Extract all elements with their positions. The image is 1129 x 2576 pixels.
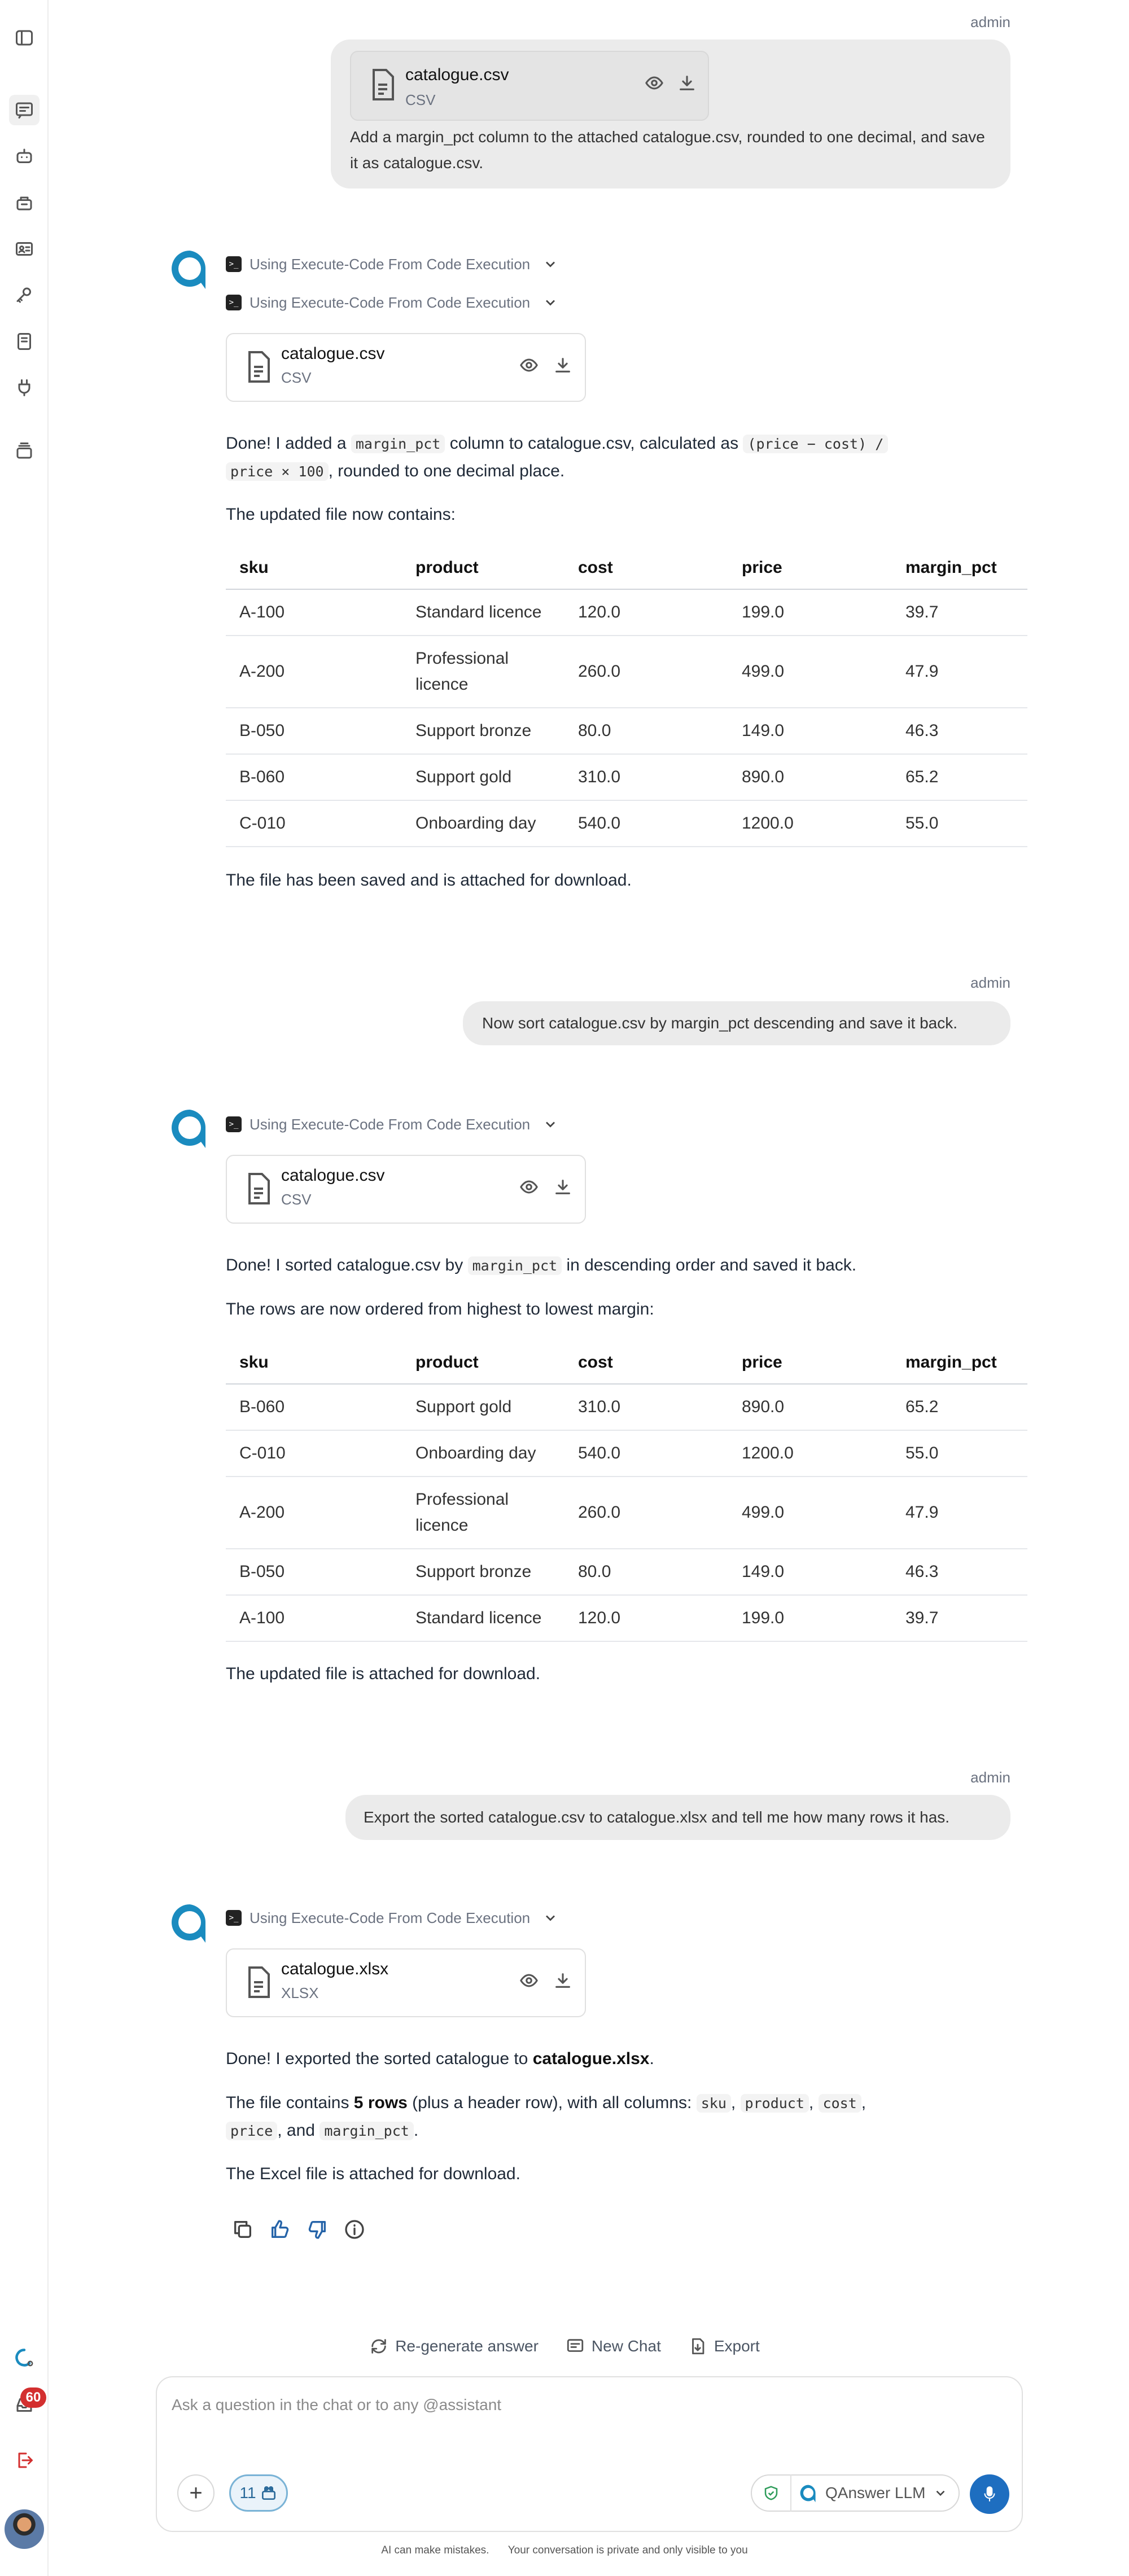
preview-eye-icon[interactable] xyxy=(519,1177,542,1200)
tool-call-header[interactable] xyxy=(226,253,558,275)
table-cell: 540.0 xyxy=(564,800,728,847)
user-message-bubble: Now sort catalogue.csv by margin_pct descending and save it back. xyxy=(463,1001,1010,1045)
table-row xyxy=(226,800,1027,847)
table-row xyxy=(226,1595,1027,1641)
response-paragraph: The Excel file is attached for download. xyxy=(226,2165,520,2183)
column-header: sku xyxy=(226,546,402,589)
table-cell: 39.7 xyxy=(892,589,1027,636)
table-cell: 55.0 xyxy=(892,1430,1027,1477)
table-cell: 120.0 xyxy=(564,1595,728,1641)
model-name: QAnswer LLM xyxy=(825,2484,926,2501)
response-paragraph: The file has been saved and is attached for download. xyxy=(226,871,632,890)
new-chat-button[interactable] xyxy=(566,2337,661,2356)
attachment-card[interactable] xyxy=(226,1948,586,2017)
download-icon[interactable] xyxy=(553,1177,576,1200)
preview-eye-icon[interactable] xyxy=(645,73,667,96)
table-cell: A-100 xyxy=(226,589,402,636)
thumbs-down-icon[interactable] xyxy=(306,2218,329,2244)
table-cell: A-200 xyxy=(226,1477,402,1549)
file-name: catalogue.csv xyxy=(281,1166,385,1185)
table-cell: 80.0 xyxy=(564,708,728,754)
file-icon xyxy=(247,1173,270,1204)
attachment-card[interactable] xyxy=(350,51,709,121)
response-paragraph: The file contains 5 rows (plus a header row), with all columns: sku , product , cost , price , and margin_pct . xyxy=(226,2093,867,2140)
table-cell: 540.0 xyxy=(564,1430,728,1477)
export-label: Export xyxy=(714,2337,760,2355)
contacts-icon[interactable] xyxy=(9,234,40,264)
response-paragraph: Done! I sorted catalogue.csv by margin_pct in descending order and saved it back. xyxy=(226,1256,857,1274)
table-cell: Support bronze xyxy=(402,1549,564,1595)
table-cell: 890.0 xyxy=(728,754,892,800)
refresh-icon xyxy=(369,2337,388,2356)
chevron-down-icon[interactable] xyxy=(542,295,558,310)
model-logo-icon xyxy=(798,2483,819,2503)
stack-icon[interactable] xyxy=(9,436,40,466)
column-header: sku xyxy=(226,1341,402,1384)
plugin-icon[interactable] xyxy=(9,373,40,403)
response-paragraph: The updated file now contains: xyxy=(226,505,456,524)
copy-icon[interactable] xyxy=(231,2218,254,2244)
file-icon xyxy=(247,1966,270,1998)
table-cell: 46.3 xyxy=(892,1549,1027,1595)
assistant-logo-icon xyxy=(167,1105,212,1150)
table-cell: 260.0 xyxy=(564,636,728,708)
table-row xyxy=(226,1549,1027,1595)
table-cell: B-050 xyxy=(226,1549,402,1595)
regenerate-button[interactable] xyxy=(369,2337,539,2356)
terminal-icon: >_ xyxy=(226,295,242,310)
column-header: cost xyxy=(564,546,728,589)
table-cell: 310.0 xyxy=(564,754,728,800)
add-attachment-button[interactable]: + xyxy=(177,2474,215,2512)
table-cell: A-200 xyxy=(226,636,402,708)
table-cell: 199.0 xyxy=(728,589,892,636)
table-cell: 120.0 xyxy=(564,589,728,636)
table-cell: Professional licence xyxy=(402,1477,564,1549)
column-header: product xyxy=(402,546,564,589)
file-type: CSV xyxy=(281,369,312,386)
apps-icon[interactable] xyxy=(9,187,40,218)
table-cell: Support bronze xyxy=(402,708,564,754)
response-paragraph: The updated file is attached for download. xyxy=(226,1664,541,1683)
table-cell: C-010 xyxy=(226,800,402,847)
table-cell: 199.0 xyxy=(728,1595,892,1641)
privacy-text: Your conversation is private and only visible to you xyxy=(507,2544,748,2556)
user-name: admin xyxy=(970,14,1010,30)
avatar[interactable] xyxy=(5,2509,44,2549)
column-header: price xyxy=(728,1341,892,1384)
table-cell: Onboarding day xyxy=(402,800,564,847)
user-name: admin xyxy=(970,974,1010,991)
regenerate-label: Re-generate answer xyxy=(395,2337,539,2355)
table-row xyxy=(226,1384,1027,1430)
tool-call-label: Using Execute-Code From Code Execution xyxy=(250,255,531,273)
chat-actions-bar xyxy=(0,2337,1129,2356)
inbox-badge: 60 xyxy=(20,2387,46,2408)
table-cell: 310.0 xyxy=(564,1384,728,1430)
table-cell: B-050 xyxy=(226,708,402,754)
file-type: XLSX xyxy=(281,1984,319,2001)
model-selector[interactable] xyxy=(751,2474,960,2512)
table-cell: 1200.0 xyxy=(728,800,892,847)
tool-call-header[interactable] xyxy=(226,1907,558,1929)
table-row xyxy=(226,1477,1027,1549)
tool-call-header[interactable] xyxy=(226,291,558,314)
message-actions xyxy=(231,2218,366,2244)
user-message-bubble xyxy=(331,40,1010,189)
table-cell: 80.0 xyxy=(564,1549,728,1595)
download-icon[interactable] xyxy=(553,356,576,378)
sidebar-toggle-icon[interactable] xyxy=(9,23,40,53)
response-paragraph: Done! I added a margin_pct column to catalogue.csv, calculated as (price − cost) / price × 100 , rounded to one decimal place. xyxy=(226,430,1005,485)
footer-note xyxy=(0,2544,1129,2557)
chevron-down-icon[interactable] xyxy=(542,1910,558,1926)
response-paragraph: Done! I exported the sorted catalogue to catalogue.xlsx. xyxy=(226,2049,654,2068)
preview-eye-icon[interactable] xyxy=(519,356,542,378)
thumbs-up-icon[interactable] xyxy=(269,2218,291,2244)
user-message-bubble: Export the sorted catalogue.csv to catalogue.xlsx and tell me how many rows it has. xyxy=(345,1795,1010,1840)
file-type: CSV xyxy=(281,1191,312,1208)
file-type: CSV xyxy=(405,91,436,108)
microphone-icon xyxy=(980,2485,999,2504)
attachment-card[interactable] xyxy=(226,333,586,402)
terminal-icon: >_ xyxy=(226,1910,242,1926)
tools-count: 11 xyxy=(239,2484,256,2501)
table-cell: Professional licence xyxy=(402,636,564,708)
table-cell: 65.2 xyxy=(892,1384,1027,1430)
terminal-icon: >_ xyxy=(226,256,242,272)
table-cell: B-060 xyxy=(226,754,402,800)
table-cell: B-060 xyxy=(226,1384,402,1430)
chevron-down-icon xyxy=(933,2486,948,2500)
book-icon[interactable] xyxy=(9,326,40,357)
file-name: catalogue.xlsx xyxy=(281,1960,389,1978)
table-cell: Support gold xyxy=(402,1384,564,1430)
export-button[interactable] xyxy=(688,2337,760,2356)
file-name: catalogue.csv xyxy=(405,65,509,84)
table-row xyxy=(226,1430,1027,1477)
table-cell: A-100 xyxy=(226,1595,402,1641)
table-row xyxy=(226,708,1027,754)
table-cell: Onboarding day xyxy=(402,1430,564,1477)
file-icon xyxy=(247,351,270,383)
chat-composer xyxy=(156,2376,1023,2532)
new-chat-icon xyxy=(566,2337,585,2356)
table-cell: Standard licence xyxy=(402,1595,564,1641)
table-cell: Standard licence xyxy=(402,589,564,636)
terminal-icon: >_ xyxy=(226,1116,242,1132)
download-icon[interactable] xyxy=(677,73,700,96)
column-header: margin_pct xyxy=(892,546,1027,589)
table-cell: 149.0 xyxy=(728,1549,892,1595)
assistant-icon[interactable] xyxy=(9,141,40,172)
user-message-text: Add a margin_pct column to the attached catalogue.csv, rounded to one decimal, and save it as catalogue.csv. xyxy=(350,128,985,172)
table-row xyxy=(226,589,1027,636)
table-row xyxy=(226,754,1027,800)
table-cell: 47.9 xyxy=(892,636,1027,708)
table-cell: 890.0 xyxy=(728,1384,892,1430)
user-name: admin xyxy=(970,1769,1010,1786)
chat-icon[interactable] xyxy=(9,95,40,125)
table-cell: 39.7 xyxy=(892,1595,1027,1641)
response-paragraph: The rows are now ordered from highest to lowest margin: xyxy=(226,1300,654,1318)
logout-icon[interactable] xyxy=(9,2445,40,2476)
data-table xyxy=(226,546,997,847)
table-cell: 47.9 xyxy=(892,1477,1027,1549)
new-chat-label: New Chat xyxy=(591,2337,661,2355)
info-icon[interactable] xyxy=(343,2218,366,2244)
tools-button[interactable] xyxy=(229,2474,288,2512)
table-cell: 499.0 xyxy=(728,636,892,708)
export-icon xyxy=(688,2337,707,2356)
column-header: product xyxy=(402,1341,564,1384)
table-cell: 149.0 xyxy=(728,708,892,754)
table-cell: 499.0 xyxy=(728,1477,892,1549)
attachment-card[interactable] xyxy=(226,1155,586,1224)
table-cell: 55.0 xyxy=(892,800,1027,847)
table-cell: 46.3 xyxy=(892,708,1027,754)
table-cell: 260.0 xyxy=(564,1477,728,1549)
column-header: cost xyxy=(564,1341,728,1384)
assistant-logo-icon xyxy=(167,1900,212,1945)
disclaimer-text: AI can make mistakes. xyxy=(381,2544,489,2556)
column-header: margin_pct xyxy=(892,1341,1027,1384)
table-cell: Support gold xyxy=(402,754,564,800)
shield-check-icon[interactable] xyxy=(752,2474,791,2512)
column-header: price xyxy=(728,546,892,589)
chat-input[interactable] xyxy=(172,2391,1007,2419)
tool-call-label: Using Execute-Code From Code Execution xyxy=(250,1115,531,1133)
table-cell: 65.2 xyxy=(892,754,1027,800)
key-icon[interactable] xyxy=(9,280,40,310)
assistant-logo-icon xyxy=(167,246,212,291)
preview-eye-icon[interactable] xyxy=(519,1971,542,1994)
table-cell: C-010 xyxy=(226,1430,402,1477)
table-cell: 1200.0 xyxy=(728,1430,892,1477)
tool-call-label: Using Execute-Code From Code Execution xyxy=(250,293,531,311)
chevron-down-icon[interactable] xyxy=(542,1116,558,1132)
chevron-down-icon[interactable] xyxy=(542,256,558,272)
sidebar xyxy=(0,0,49,2576)
table-row xyxy=(226,636,1027,708)
microphone-button[interactable] xyxy=(970,2474,1009,2514)
file-icon xyxy=(371,69,394,100)
download-icon[interactable] xyxy=(553,1971,576,1994)
data-table xyxy=(226,1341,997,1642)
file-name: catalogue.csv xyxy=(281,344,385,363)
tools-icon xyxy=(260,2484,278,2502)
tool-call-label: Using Execute-Code From Code Execution xyxy=(250,1909,531,1926)
tool-call-header[interactable] xyxy=(226,1113,558,1136)
